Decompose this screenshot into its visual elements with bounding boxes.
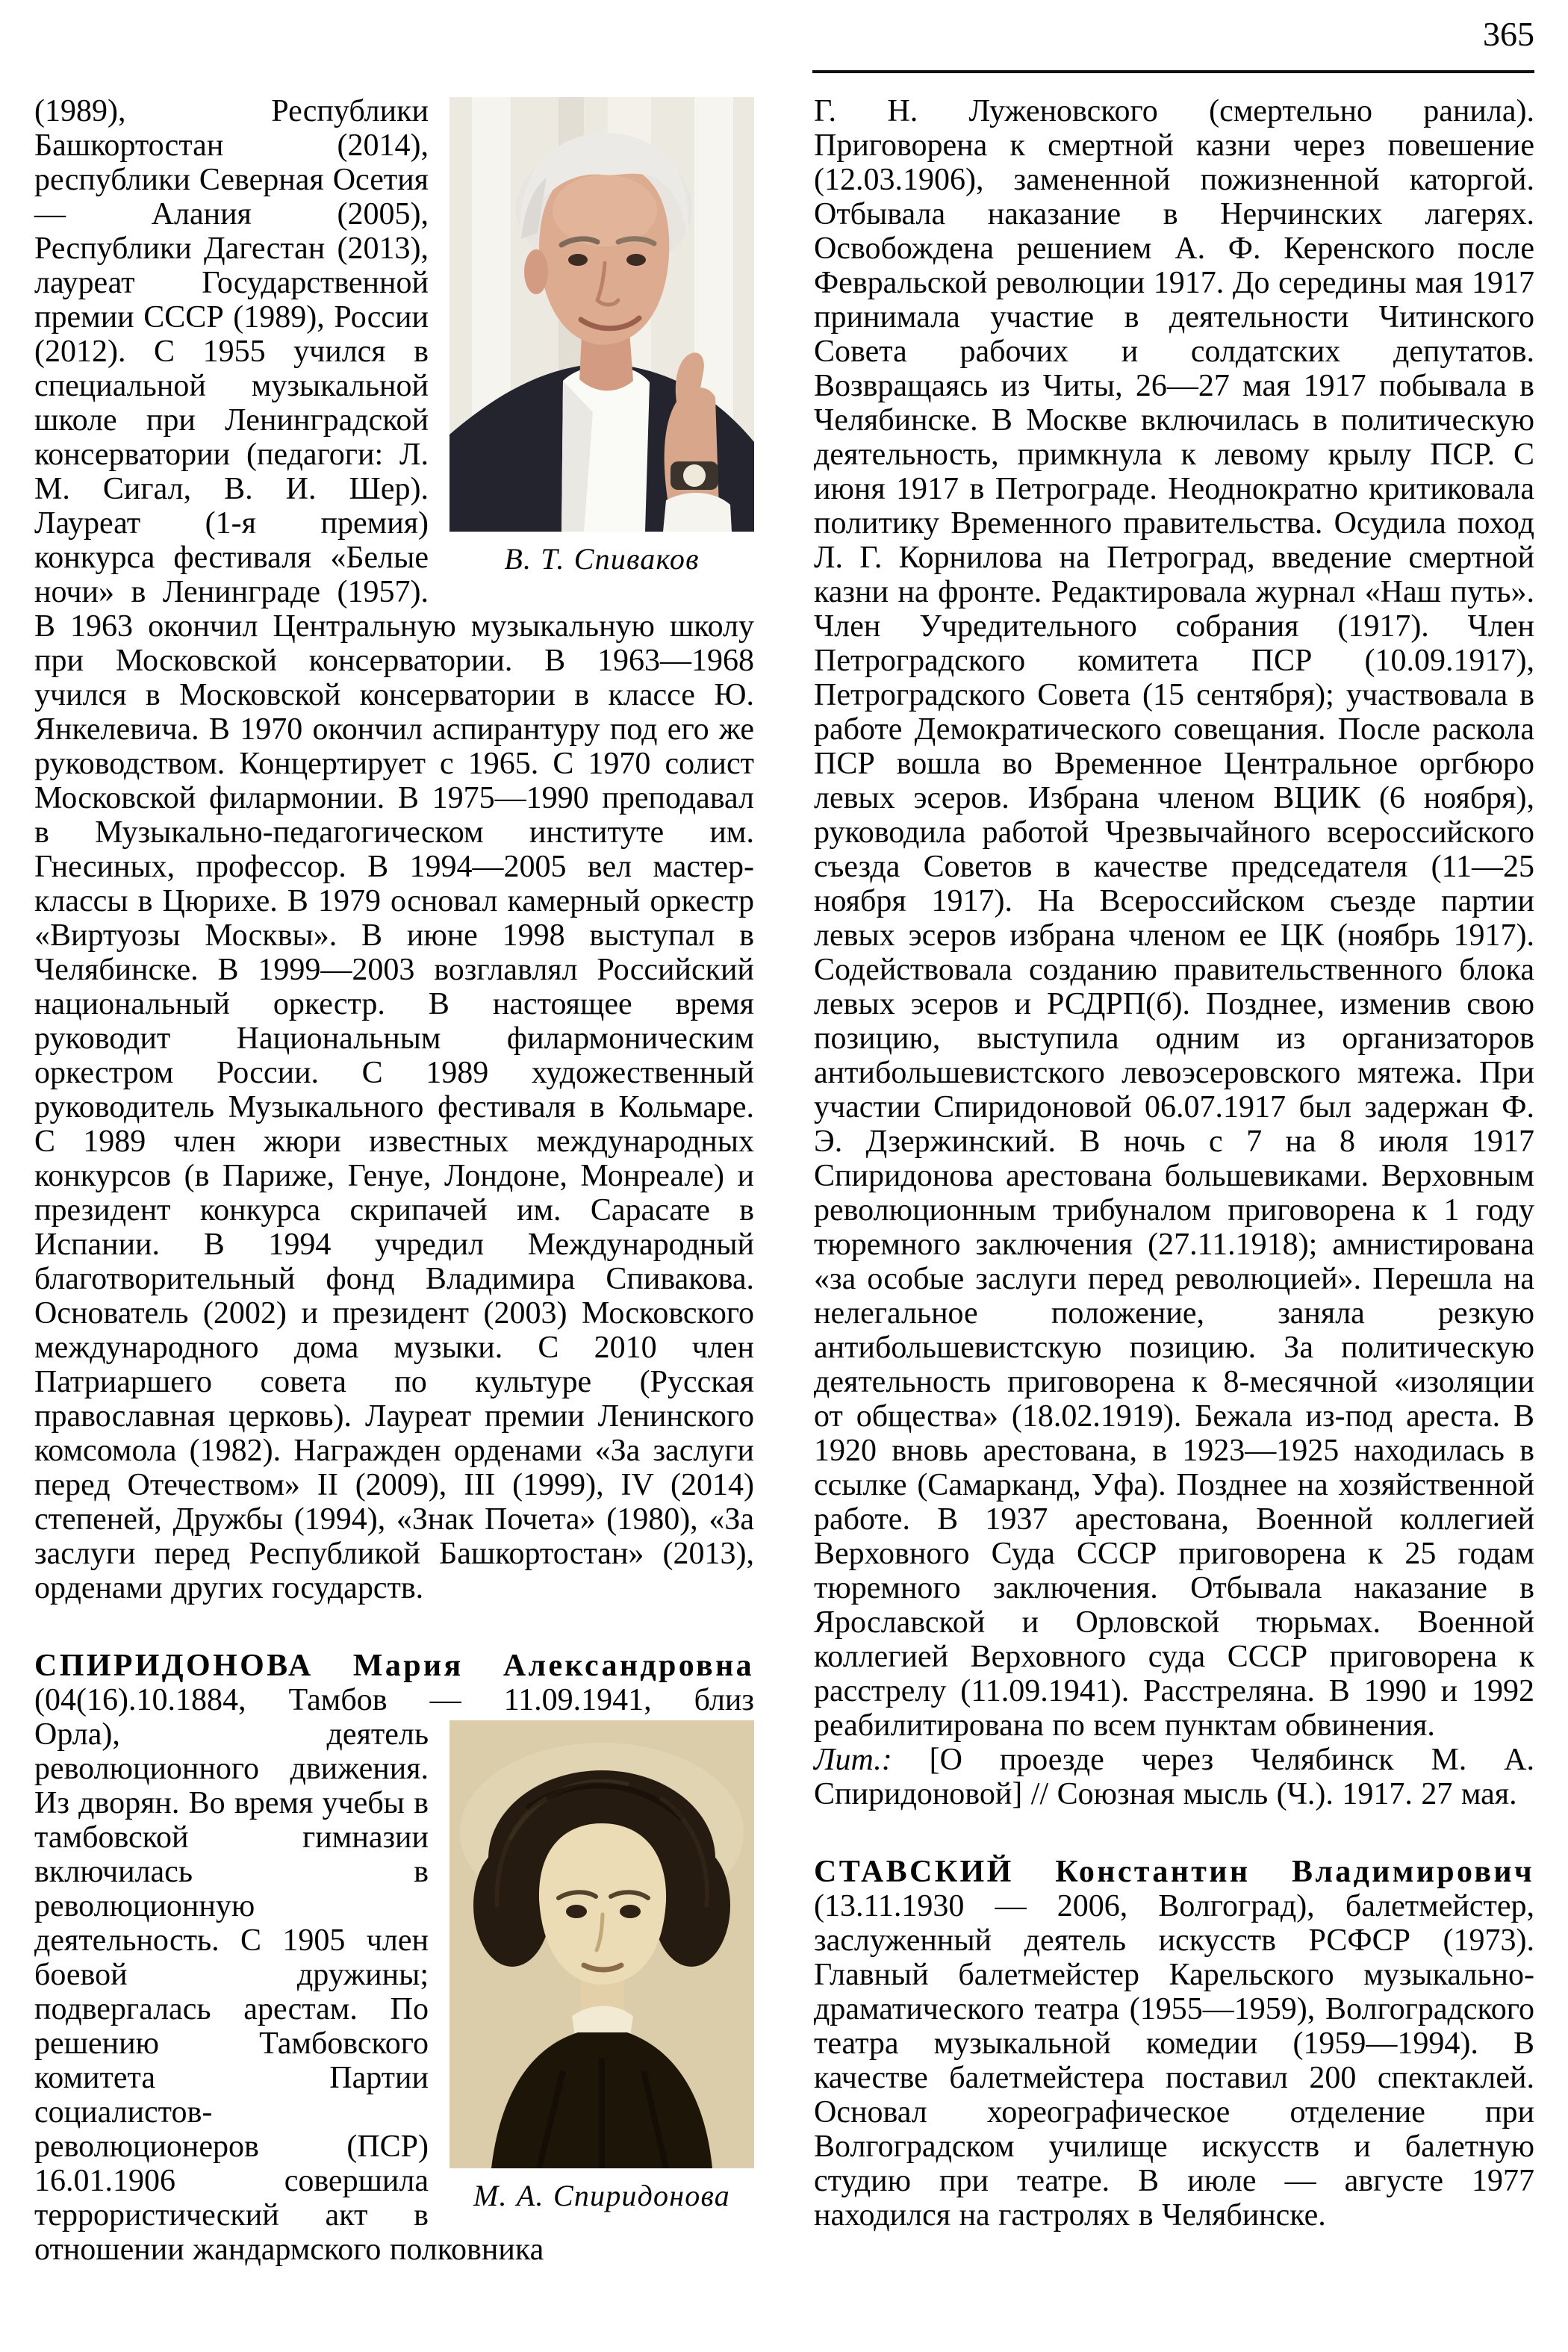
spivakov-body-text: (1989), Республики Башкортостан (2014), республики Северная Осетия — Алания (2005), Республики Дагестан (2013), лауреат Государственной премии СССР (1989), России (2012). С 1955 учился в специальной музыкальной школе при Ленинградской консерватории (педагоги: Л. М. Сигал, В. И. Шер). Лауреат (1-я премия) конкурса фестиваля «Белые ночи» в Ленинграде (1957). В 1963 окончил Центральную музыкальную школу при Московской консерватории. В 1963—1968 учился в Московской консерватории в классе Ю. Янкелевича. В 1970 окончил аспирантуру под его же руководством. Концертирует с 1965. С 1970 солист Московской филармонии. В 1975—1990 преподавал в Музыкально-педагогическом институте им. Гнесиных, профессор. В 1994—2005 вел мастер-классы в Цюрихе. В 1979 основал камерный оркестр «Виртуозы Москвы». В июне 1998 выступал в Челябинске. В 1999—2003 возглавлял Российский национальный оркестр. В настоящее время руководит Национальным филармоническим оркестром России. С 1989 художественный руководитель Музыкального фестиваля в Кольмаре. С 1989 член жюри известных международных конкурсов (в Париже, Генуе, Лондоне, Монреале) и президент конкурса скрипачей им. Сарасате в Испании. В 1994 учредил Международный благотворительный фонд Владимира Спивакова. Основатель (2002) и президент (2003) Московского международного дома музыки. С 2010 член Патриаршего совета по культуре (Русская православная церковь). Лауреат премии Ленинского комсомола (1982). Награжден орденами «За заслуги перед Отечеством» II (2009), III (1999), IV (2014) степеней, Дружбы (1994), «Знак Почета» (1980), «За заслуги перед Республикой Башкортостан» (2013), орденами других государств. <box>34 94 754 1605</box>
literature-label: Лит.: <box>814 1743 892 1777</box>
spiridonova-portrait-image <box>449 1720 754 2168</box>
article-spiridonova <box>34 1717 754 2267</box>
right-column <box>814 94 1534 2233</box>
spiridonova-body-text-left: Орла), деятель революционного движения. Из дворян. Во время учебы в тамбовской гимназии включилась в революционную деятельность. С 1905 член боевой дружины; подвергалась арестам. По решению Тамбовского комитета Партии социалистов-революционеров (ПСР) 16.01.1906 совершила террористический акт в отношении жандармского полковника <box>34 1717 544 2267</box>
spivakov-photo-figure <box>449 97 754 576</box>
page-number: 365 <box>1483 15 1534 53</box>
stavsky-given-names: Константин Владимирович <box>1055 1855 1534 1889</box>
spiridonova-photo-caption: М. А. Спиридонова <box>473 2179 730 2212</box>
spivakov-photo-caption: В. Т. Спиваков <box>504 542 700 576</box>
article-spivakov <box>34 94 754 1605</box>
article-stavsky-text: (13.11.1930 — 2006, Волгоград), балетмейстер, заслуженный деятель искусств РСФСР (1973). Главный балетмейстер Карельского музыкально-драматического театра (1955—1959), Волгоградского театра музыкальной комедии (1959—1994). В качестве балетмейстера поставил 200 спектаклей. Основал хореографическое отделение при Волгоградском училище искусств и балетную студию при театре. В июле — августе 1977 находился на гастролях в Челябинске. <box>814 1889 1534 2233</box>
spiridonova-heading <box>34 1649 754 1683</box>
left-column <box>34 94 754 2267</box>
spiridonova-photo-figure <box>449 1720 754 2213</box>
stavsky-surname: СТАВСКИЙ <box>814 1855 1014 1889</box>
literature-reference <box>814 1743 1534 1811</box>
spiridonova-given-names: Мария Александровна <box>352 1649 754 1683</box>
header-rule <box>812 70 1534 73</box>
stavsky-heading <box>814 1855 1534 1889</box>
literature-text: [О проезде через Челябинск М. А. Спиридоновой] // Союзная мысль (Ч.). 1917. 27 мая. <box>814 1743 1534 1811</box>
spiridonova-lead-line: (04(16).10.1884, Тамбов — 11.09.1941, близ <box>34 1683 754 1717</box>
spiridonova-continued-text: Г. Н. Луженовского (смертельно ранила). Приговорена к смертной казни через повешение (12.03.1906), замененной пожизненной каторгой. Отбывала наказание в Нерчинских лагерях. Освобождена решением А. Ф. Керенского после Февральской революции 1917. До середины мая 1917 принимала участие в деятельности Читинского Совета рабочих и солдатских депутатов. Возвращаясь из Читы, 26—27 мая 1917 побывала в Челябинске. В Москве включилась в политическую деятельность, примкнула к левому крылу ПСР. С июня 1917 в Петрограде. Неоднократно критиковала политику Временного правительства. Осудила поход Л. Г. Корнилова на Петроград, введение смертной казни на фронте. Редактировала журнал «Наш путь». Член Учредительного собрания (1917). Член Петроградского комитета ПСР (10.09.1917), Петроградского Совета (15 сентября); участвовала в работе Демократического совещания. После раскола ПСР вошла во Временное Центральное оргбюро левых эсеров. Избрана членом ВЦИК (6 ноября), руководила работой Чрезвычайного всероссийского съезда Советов в качестве председателя (11—25 ноября 1917). На Всероссийском съезде партии левых эсеров избрана членом ее ЦК (ноябрь 1917). Содействовала созданию правительственного блока левых эсеров и РСДРП(б). Позднее, изменив свою позицию, выступила одним из организаторов антибольшевистского левоэсеровского мятежа. При участии Спиридоновой 06.07.1917 был задержан Ф. Э. Дзержинский. В ночь с 7 на 8 июля 1917 Спиридонова арестована большевиками. Верховным революционным трибуналом приговорена к 1 году тюремного заключения (27.11.1918); амнистирована «за особые заслуги перед революцией». Перешла на нелегальное положение, заняла резкую антибольшевистскую позицию. За политическую деятельность приговорена к 8-месячной «изоляции от общества» (18.02.1919). Бежала из-под ареста. В 1920 вновь арестована, в 1923—1925 находилась в ссылке (Самарканд, Уфа). Позднее на хозяйственной работе. В 1937 арестована, Военной коллегией Верховного Суда СССР приговорена к 25 годам тюремного заключения. Отбывала наказание в Ярославской и Орловской тюрьмах. Военной коллегией Верховного суда СССР приговорена к расстрелу (11.09.1941). Расстреляна. В 1990 и 1992 реабилитирована по всем пунктам обвинения. <box>814 94 1534 1743</box>
spiridonova-surname: СПИРИДОНОВА <box>34 1649 314 1683</box>
spivakov-portrait-image <box>449 97 754 532</box>
